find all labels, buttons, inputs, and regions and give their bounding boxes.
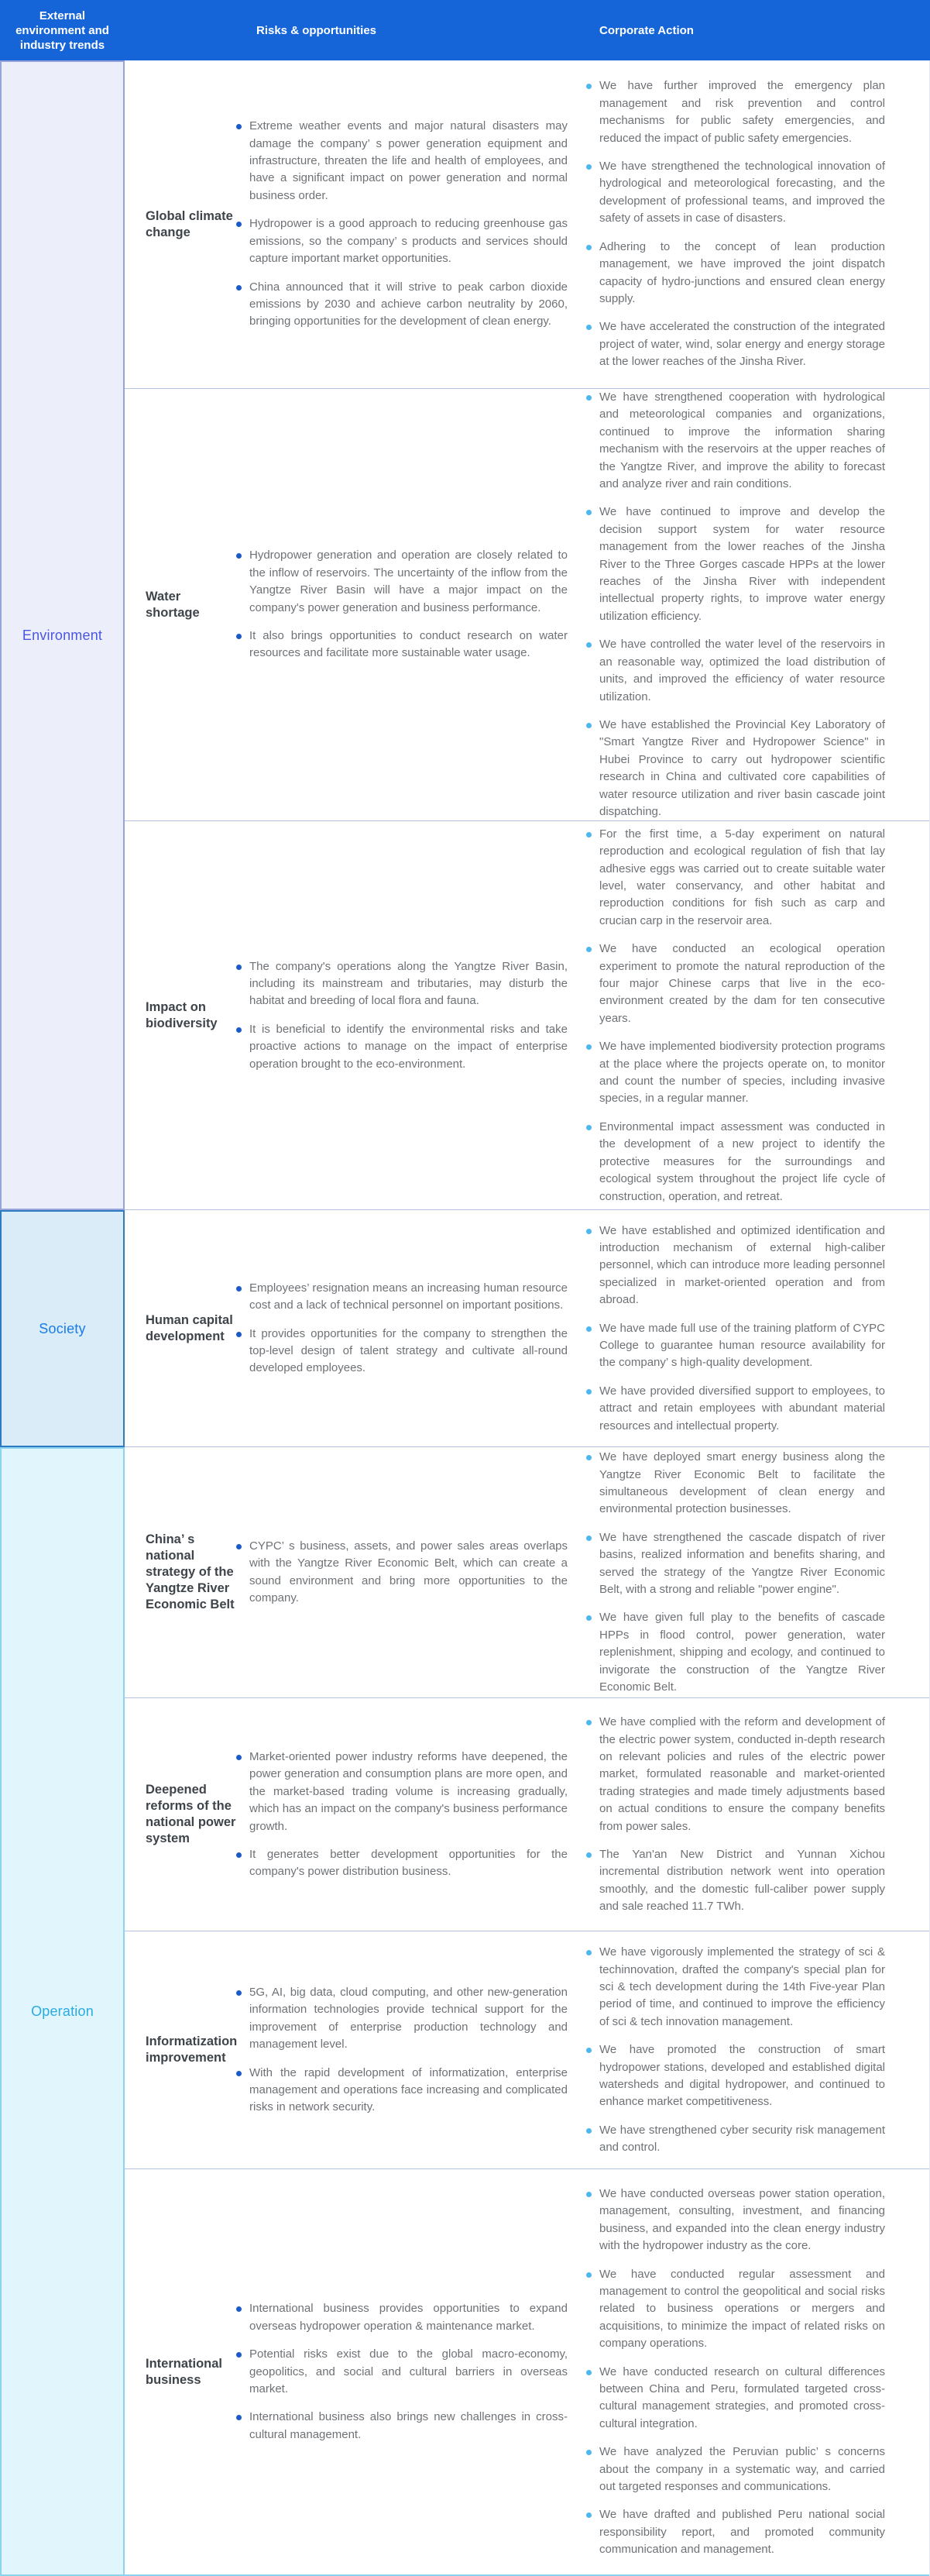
- action-item: We have given full play to the benefits of cascade HPPs in flood control, power generation, water replenishment, shipping and ecology, and continued to invigorate the construction of the Yangtze River Economic Belt.: [586, 1609, 885, 1696]
- action-item: We have continued to improve and develop the decision support system for water resource management from the lower reaches of the Jinsha River to the Three Gorges cascade HPPs at the lower reaches of the Jinsha River with independent intellectual property rights, to improve water energy utilization efficiency.: [586, 504, 885, 625]
- section-society: [0, 1210, 930, 1447]
- header-external-environment: External environment and industry trends: [15, 9, 109, 52]
- risk-item: Employees’ resignation means an increasing human resource cost and a lack of technical personnel on important positions.: [236, 1280, 568, 1315]
- section-label-society: [0, 1210, 125, 1447]
- risks-cell: [236, 118, 577, 330]
- action-item: We have vigorously implemented the strategy of sci & techinnovation, drafted the company's special plan for sci & tech development during the 14th Five-year Plan period of time, and continued to improve the efficiency of sci & tech innovation management.: [586, 1944, 885, 2031]
- action-item: We have strengthened cyber security risk management and control.: [586, 2122, 885, 2157]
- action-item: We have further improved the emergency plan management and risk prevention and control mechanisms for public safety emergencies, and reduced the impact of public safety emergencies.: [586, 77, 885, 147]
- category-label: Impact on biodiversity: [146, 999, 218, 1030]
- risks-cell: [236, 1984, 577, 2117]
- section-label-environment: [0, 60, 125, 1210]
- action-item: We have strengthened the cascade dispatch of river basins, realized information and benefits sharing, and served the strategy of the Yangtze River Economic Belt, with a strong and reliable "power engine".: [586, 1529, 885, 1599]
- category-label: Human capital development: [146, 1312, 233, 1343]
- risks-cell: [236, 547, 577, 662]
- action-item: We have established and optimized identification and introduction mechanism of external high-caliber personnel, which can introduce more leading personnel specialized in market-oriented operation and from abroad.: [586, 1223, 885, 1309]
- action-item: We have conducted overseas power station operation, management, consulting, investment, and financing business, and expanded into the clean energy industry with the hydropower industry as the core.: [586, 2186, 885, 2255]
- risk-item: It provides opportunities for the company to strengthen the top-level design of talent strategy and cultivate all-round developed employees.: [236, 1326, 568, 1377]
- table-row-water-shortage: [125, 389, 929, 821]
- section-label: Environment: [22, 627, 103, 643]
- actions-cell: [577, 1223, 929, 1435]
- actions-cell: [577, 1714, 929, 1915]
- action-item: We have provided diversified support to employees, to attract and retain employees with abundant material resources and intellectual property.: [586, 1383, 885, 1435]
- actions-list: [586, 1223, 885, 1435]
- action-item: We have promoted the construction of smart hydropower stations, developed and established digital watersheds and digital hydropower, and continued to enhance market competitiveness.: [586, 2041, 885, 2111]
- actions-list: [586, 826, 885, 1205]
- risk-item: Market-oriented power industry reforms have deepened, the power generation and consumption plans are more open, and the market-based trading volume is increasing gradually, which has an impact on the company's business performance growth.: [236, 1749, 568, 1835]
- actions-cell: [577, 826, 929, 1205]
- risk-item: China announced that it will strive to peak carbon dioxide emissions by 2030 and achieve carbon neutrality by 2060, bringing opportunities for the development of clean energy.: [236, 279, 568, 331]
- risks-cell: [236, 2300, 577, 2444]
- action-item: We have drafted and published Peru national social responsibility report, and promoted community communication and management.: [586, 2506, 885, 2558]
- table-row-yangtze-river-economic-belt: [125, 1447, 929, 1698]
- action-item: We have controlled the water level of the reservoirs in an reasonable way, optimized the load distribution of units, and improved the efficiency of water resource utilization.: [586, 636, 885, 706]
- actions-cell: [577, 2186, 929, 2559]
- action-item: We have established the Provincial Key Laboratory of "Smart Yangtze River and Hydropower Science" in Hubei Province to carry out hydropower scientific research in China and cultivated core capabilities of water resource utilization and river basin cascade joint dispatching.: [586, 717, 885, 820]
- action-item: We have conducted research on cultural differences between China and Peru, formulated targeted cross-cultural management strategies, and promoted cross-cultural integration.: [586, 2364, 885, 2433]
- risks-cell: [236, 1538, 577, 1608]
- action-item: We have accelerated the construction of the integrated project of water, wind, solar energy and energy storage at the lower reaches of the Jinsha River.: [586, 318, 885, 370]
- category-label: Global climate change: [146, 208, 233, 239]
- section-label-operation: [0, 1447, 125, 2576]
- category-label: Informatization improvement: [146, 2034, 238, 2065]
- risk-item: CYPC’ s business, assets, and power sales areas overlaps with the Yangtze River Economic Belt, which can create a sound environment and bring more opportunities to the company.: [236, 1538, 568, 1608]
- risks-list: [236, 1749, 568, 1881]
- actions-cell: [577, 77, 929, 370]
- risks-list: [236, 2300, 568, 2444]
- action-item: We have analyzed the Peruvian public’ s concerns about the company in a systematic way, and carried out targeted responses and communications.: [586, 2444, 885, 2495]
- table-row-human-capital-development: [125, 1210, 929, 1447]
- risk-item: Potential risks exist due to the global macro-economy, geopolitics, and social and cultural barriers in overseas market.: [236, 2346, 568, 2398]
- action-item: For the first time, a 5-day experiment on natural reproduction and ecological regulation of fish that lay adhesive eggs was carried out to create suitable water level, water conservancy, and other habitat and reproduction conditions for fish such as carp and crucian carp in the reservoir area.: [586, 826, 885, 930]
- risk-item: 5G, AI, big data, cloud computing, and other new-generation information technologies provide technical support for the improvement of enterprise production technology and management level.: [236, 1984, 568, 2054]
- section-operation: [0, 1447, 930, 2576]
- table-row-informatization-improvement: [125, 1931, 929, 2169]
- risk-item: It also brings opportunities to conduct research on water resources and facilitate more sustainable water usage.: [236, 628, 568, 662]
- risks-list: [236, 1538, 568, 1608]
- action-item: Environmental impact assessment was conducted in the development of a new project to identify the protective measures for the surroundings and ecological system throughout the project life cycle of construction, operation, and retreat.: [586, 1119, 885, 1205]
- risks-list: [236, 958, 568, 1073]
- action-item: We have deployed smart energy business along the Yangtze River Economic Belt to facilitate the simultaneous development of clean energy and environmental protection businesses.: [586, 1449, 885, 1518]
- section-environment: [0, 60, 930, 1210]
- actions-list: [586, 77, 885, 370]
- table-row-international-business: [125, 2169, 929, 2576]
- actions-list: [586, 389, 885, 820]
- risk-item: Hydropower is a good approach to reducing greenhouse gas emissions, so the company’ s products and services should capture important market opportunities.: [236, 215, 568, 267]
- risks-list: [236, 547, 568, 662]
- table-row-global-climate-change: [125, 60, 929, 389]
- table-header-row: [0, 0, 930, 60]
- category-label: International business: [146, 2356, 223, 2387]
- risk-item: International business provides opportunities to expand overseas hydropower operation & maintenance market.: [236, 2300, 568, 2335]
- actions-list: [586, 1714, 885, 1915]
- actions-cell: [577, 1944, 929, 2156]
- risks-list: [236, 1984, 568, 2117]
- risk-item: The company's operations along the Yangtze River Basin, including its mainstream and tributaries, may disturb the habitat and breeding of local flora and fauna.: [236, 958, 568, 1010]
- risk-item: International business also brings new challenges in cross-cultural management.: [236, 2409, 568, 2444]
- category-label: China’ s national strategy of the Yangtze River Economic Belt: [146, 1532, 235, 1612]
- header-risks-opportunities: Risks & opportunities: [256, 23, 377, 37]
- action-item: We have implemented biodiversity protection programs at the place where the projects operate on, to monitor and count the number of species, including invasive species, in a regular manner.: [586, 1038, 885, 1108]
- action-item: We have conducted regular assessment and management to control the geopolitical and social risks related to business operations or mergers and acquisitions, to minimize the impact of related risks on company operations.: [586, 2266, 885, 2353]
- risks-list: [236, 118, 568, 330]
- actions-list: [586, 1944, 885, 2156]
- risk-item: It generates better development opportunities for the company's power distribution business.: [236, 1846, 568, 1881]
- table-row-impact-on-biodiversity: [125, 821, 929, 1210]
- risk-item: Extreme weather events and major natural disasters may damage the company’ s power generation equipment and infrastructure, threaten the life and health of employees, and have a significant impact on power generation and normal business order.: [236, 118, 568, 205]
- section-label: Society: [39, 1320, 86, 1336]
- action-item: Adhering to the concept of lean production management, we have improved the joint dispatch capacity of hydro-junctions and ensured clean energy supply.: [586, 239, 885, 308]
- actions-list: [586, 1449, 885, 1696]
- risk-item: Hydropower generation and operation are closely related to the inflow of reservoirs. The uncertainty of the inflow from the Yangtze River Basin will have a major impact on the company's power generation and business performance.: [236, 547, 568, 617]
- risks-cell: [236, 958, 577, 1073]
- actions-cell: [577, 389, 929, 820]
- action-item: We have complied with the reform and development of the electric power system, conducted in-depth research on relevant policies and rules of the electric power market, formulated reasonable and market-oriented trading strategies and made timely adjustments based on actual conditions to ensure the company benefits from power sales.: [586, 1714, 885, 1835]
- risks-list: [236, 1280, 568, 1377]
- action-item: We have conducted an ecological operation experiment to promote the natural reproduction of the four major Chinese carps that live in the eco-environment created by the dam for ten consecutive years.: [586, 941, 885, 1027]
- risk-item: It is beneficial to identify the environmental risks and take proactive actions to manage on the impact of enterprise operation brought to the eco-environment.: [236, 1021, 568, 1073]
- action-item: The Yan'an New District and Yunnan Xichou incremental distribution network went into operation smoothly, and the domestic full-caliber power supply and sale reached 11.7 TWh.: [586, 1846, 885, 1916]
- actions-cell: [577, 1449, 929, 1696]
- category-label: Deepened reforms of the national power system: [146, 1783, 236, 1846]
- action-item: We have strengthened cooperation with hydrological and meteorological companies and organizations, continued to improve the information sharing mechanism with the reservoirs at the upper reaches of the Yangtze River, and improve the ability to forecast and analyze river and rain conditions.: [586, 389, 885, 493]
- risk-item: With the rapid development of informatization, enterprise management and operations face increasing and complicated risks in network security.: [236, 2065, 568, 2117]
- header-corporate-action: Corporate Action: [599, 23, 694, 37]
- action-item: We have strengthened the technological innovation of hydrological and meteorological forecasting, and the development of professional teams, and improved the safety of assets in case of disasters.: [586, 158, 885, 228]
- risks-cell: [236, 1280, 577, 1377]
- risks-cell: [236, 1749, 577, 1881]
- section-label: Operation: [31, 2003, 94, 2020]
- category-label: Water shortage: [146, 589, 200, 620]
- table-row-power-system-reforms: [125, 1698, 929, 1931]
- actions-list: [586, 2186, 885, 2559]
- action-item: We have made full use of the training platform of CYPC College to guarantee human resource availability for the company’ s high-quality development.: [586, 1320, 885, 1372]
